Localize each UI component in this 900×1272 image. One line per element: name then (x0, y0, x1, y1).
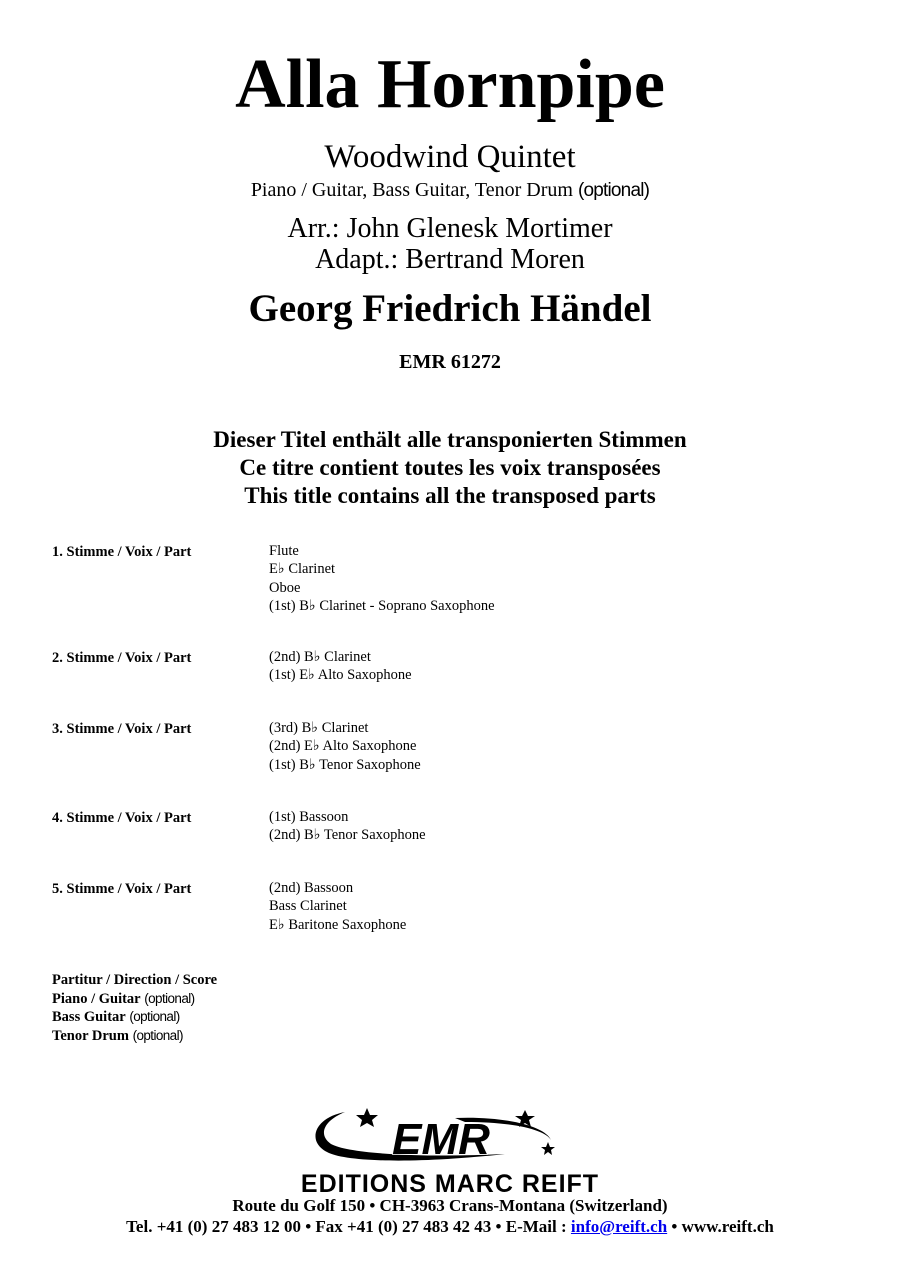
part-label-3: 3. Stimme / Voix / Part (52, 721, 192, 737)
instrumentation-line (0, 180, 900, 200)
part-instrument: Oboe (269, 579, 301, 596)
publisher-address: Route du Golf 150 • CH-3963 Crans-Montana (Switzerland) (232, 1196, 668, 1215)
logo-text: EMR (392, 1115, 490, 1164)
email-link[interactable]: info@reift.ch (570, 1217, 668, 1236)
part-list-2 (269, 648, 412, 685)
part-label-2: 2. Stimme / Voix / Part (52, 650, 192, 666)
part-instrument: (2nd) B♭ Clarinet (269, 649, 371, 665)
instrumentation-optional: (optional) (577, 180, 650, 201)
notice-english: This title contains all the transposed parts (244, 483, 656, 508)
part-instrument: (1st) Bassoon (269, 809, 349, 825)
part-instrument: E♭ Clarinet (269, 561, 336, 578)
part-instrument: (2nd) E♭ Alto Saxophone (269, 738, 417, 755)
part-instrument: Bass Clarinet (269, 898, 347, 915)
extras-optional: (optional) (144, 990, 195, 1006)
emr-logo (305, 1104, 567, 1174)
part-instrument: E♭ Baritone Saxophone (269, 916, 407, 933)
part-list-3 (269, 719, 421, 774)
publisher-contact (0, 1218, 900, 1235)
subtitle: Woodwind Quintet (324, 139, 576, 175)
part-list-5 (269, 879, 406, 934)
part-instrument: (2nd) Bassoon (269, 880, 354, 896)
adapter: Adapt.: Bertrand Moren (315, 244, 585, 275)
extras-optional: (optional) (132, 1027, 183, 1043)
star-icon (356, 1108, 378, 1127)
part-instrument: (1st) E♭ Alto Saxophone (269, 667, 412, 684)
arranger: Arr.: John Glenesk Mortimer (287, 213, 613, 244)
part-instrument: (1st) B♭ Tenor Saxophone (269, 756, 421, 773)
extras-bass-guitar: Bass Guitar (52, 1009, 126, 1025)
part-label-1: 1. Stimme / Voix / Part (52, 544, 192, 560)
part-instrument: (1st) B♭ Clarinet - Soprano Saxophone (269, 597, 495, 614)
extras-score: Partitur / Direction / Score (52, 972, 218, 988)
instrumentation-text: Piano / Guitar, Bass Guitar, Tenor Drum (250, 179, 573, 201)
part-list-4 (269, 808, 426, 845)
notice-german: Dieser Titel enthält alle transponierten Stimmen (213, 427, 687, 452)
part-label-4: 4. Stimme / Voix / Part (52, 810, 192, 826)
part-instrument: (3rd) B♭ Clarinet (269, 720, 369, 736)
extras-optional: (optional) (129, 1009, 180, 1024)
composer: Georg Friedrich Händel (248, 287, 652, 330)
extras-tenor-drum: Tenor Drum (52, 1027, 129, 1044)
title: Alla Hornpipe (235, 46, 665, 123)
extras-list (52, 972, 217, 1045)
star-icon (541, 1142, 555, 1155)
publisher-name: EDITIONS MARC REIFT (300, 1170, 600, 1198)
part-label-5: 5. Stimme / Voix / Part (52, 881, 192, 897)
part-instrument: Flute (269, 543, 299, 559)
part-instrument: (2nd) B♭ Tenor Saxophone (269, 827, 426, 844)
contact-phone-fax: Tel. +41 (0) 27 483 12 00 • Fax +41 (0) 27 483 42 43 • E-Mail : (126, 1217, 571, 1236)
notice-french: Ce titre contient toutes les voix transposées (239, 455, 661, 480)
part-list-1 (269, 542, 495, 615)
contact-website: • www.reift.ch (667, 1217, 774, 1236)
catalog-number: EMR 61272 (399, 351, 501, 373)
extras-piano-guitar: Piano / Guitar (52, 990, 141, 1007)
